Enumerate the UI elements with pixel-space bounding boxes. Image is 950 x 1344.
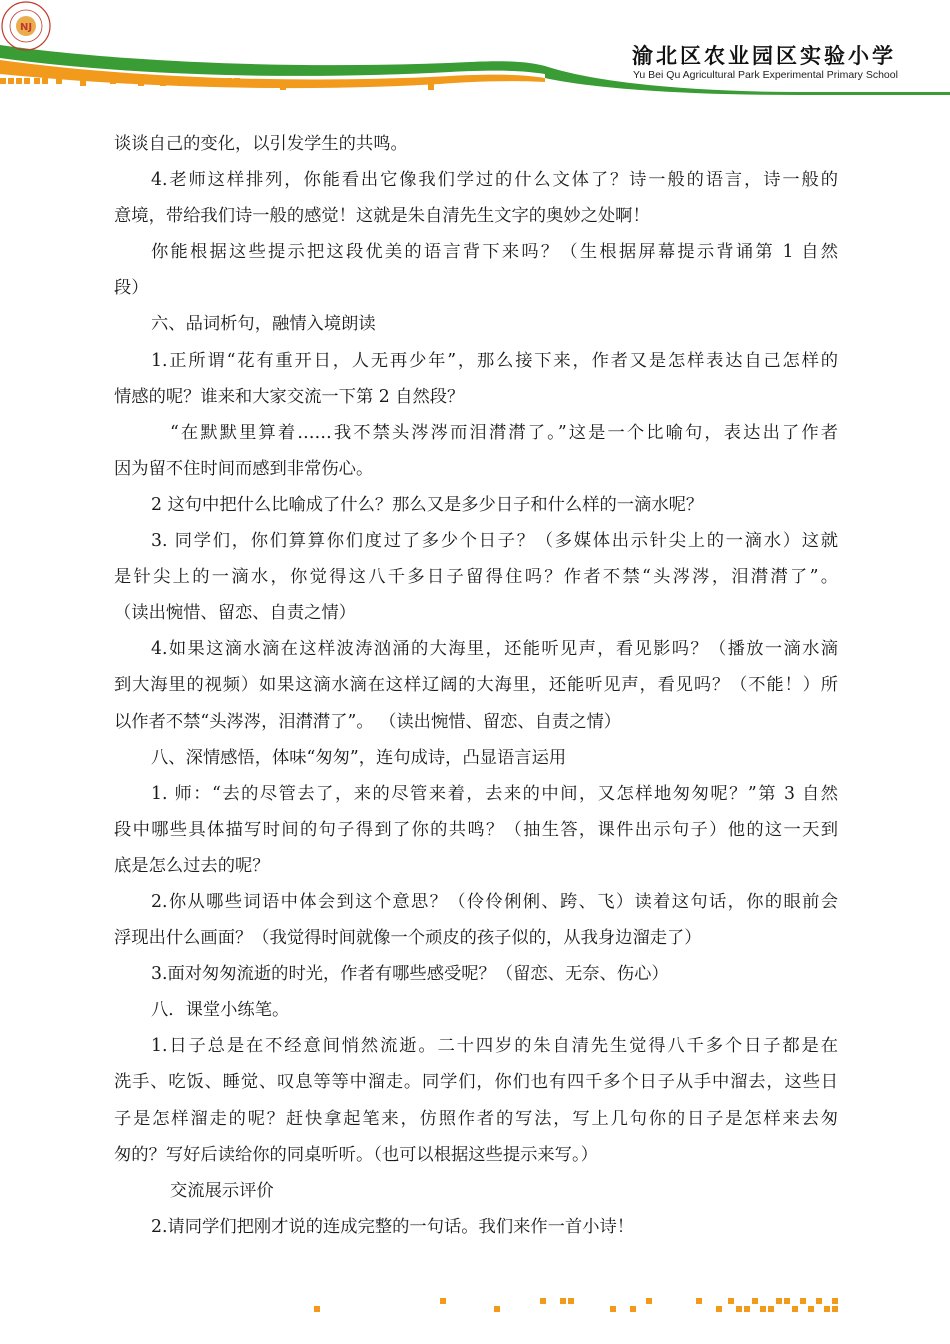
text-line: 是针尖上的一滴水，你觉得这八千多日子留得住吗？作者不禁“头涔涔，泪潸潸了”。 <box>114 567 838 588</box>
section-heading: 八、深情感悟，体味“匆匆”，连句成诗，凸显语言运用 <box>151 747 567 768</box>
page-header <box>0 0 950 100</box>
text-line: 1.正所谓“花有重开日，人无再少年”，那么接下来，作者又是怎样表达自己怎样的 <box>151 350 838 371</box>
text-line: 交流展示评价 <box>170 1180 274 1201</box>
text-line: 1.日子总是在不经意间悄然流逝。二十四岁的朱自清先生觉得八千多个日子都是在 <box>151 1036 838 1057</box>
school-seal-icon <box>0 0 52 52</box>
text-line: 2.你从哪些词语中体会到这个意思？（伶伶俐俐、跨、飞）读着这句话，你的眼前会 <box>151 891 838 912</box>
text-line: “在默默里算着……我不禁头涔涔而泪潸潸了。”这是一个比喻句，表达出了作者 <box>170 422 838 443</box>
text-line: 底是怎么过去的呢？ <box>114 855 270 876</box>
text-line: 段中哪些具体描写时间的句子得到了你的共鸣？（抽生答，课件出示句子）他的这一天到 <box>114 819 838 840</box>
text-line: 3. 同学们，你们算算你们度过了多少个日子？（多媒体出示针尖上的一滴水）这就 <box>151 531 838 552</box>
seal-mark: NJ <box>19 22 33 33</box>
text-line: 浮现出什么画面？（我觉得时间就像一个顽皮的孩子似的，从我身边溜走了） <box>114 928 702 949</box>
text-line: 2.请同学们把刚才说的连成完整的一句话。我们来作一首小诗！ <box>151 1216 635 1237</box>
section-heading: 八．课堂小练笔。 <box>151 1000 290 1021</box>
text-line: 谈谈自己的变化，以引发学生的共鸣。 <box>114 134 408 154</box>
section-heading: 六、品词析句，融情入境朗读 <box>151 314 376 335</box>
footer-decoration <box>0 1290 950 1320</box>
text-line: 你能根据这些提示把这段优美的语言背下来吗？（生根据屏幕提示背诵第 1 自然 <box>151 242 838 263</box>
text-line: （读出惋惜、留恋、自责之情） <box>114 603 356 624</box>
text-line: 4.如果这滴水滴在这样波涛汹涌的大海里，还能听见声，看见影吗？（播放一滴水滴 <box>151 639 838 660</box>
document-body <box>114 126 838 1245</box>
text-line: 2 这句中把什么比喻成了什么？那么又是多少日子和什么样的一滴水呢？ <box>151 494 704 515</box>
text-line: 以作者不禁“头涔涔，泪潸潸了”。 （读出惋惜、留恋、自责之情） <box>114 711 622 732</box>
text-line: 意境，带给我们诗一般的感觉！这就是朱自清先生文字的奥妙之处啊！ <box>114 206 650 227</box>
text-line: 4.老师这样排列，你能看出它像我们学过的什么文体了？诗一般的语言，诗一般的 <box>151 170 838 191</box>
text-line: 1. 师：“去的尽管去了，来的尽管来着，去来的中间，又怎样地匆匆呢？”第 3 自然 <box>151 783 838 804</box>
text-line: 到大海里的视频）如果这滴水滴在这样辽阔的大海里，还能听见声，看见吗？（不能！）所 <box>114 675 838 696</box>
text-line: 子是怎样溜走的呢？赶快拿起笔来，仿照作者的写法，写上几句你的日子是怎样来去匆 <box>114 1108 838 1129</box>
school-name-english: Yu Bei Qu Agricultural Park Experimental Primary School <box>633 69 898 81</box>
text-line: 洗手、吃饭、睡觉、叹息等等中溜走。同学们，你们也有四千多个日子从手中溜去，这些日 <box>114 1072 838 1093</box>
text-line: 段） <box>114 278 149 299</box>
text-line: 情感的呢？谁来和大家交流一下第 2 自然段？ <box>114 386 465 407</box>
text-line: 3.面对匆匆流逝的时光，作者有哪些感受呢？（留恋、无奈、伤心） <box>151 964 669 985</box>
text-line: 匆的？写好后读给你的同桌听听。（也可以根据这些提示来写。） <box>114 1144 598 1165</box>
school-name-chinese: 渝北区农业园区实验小学 <box>632 44 896 68</box>
text-line: 因为留不住时间而感到非常伤心。 <box>114 458 374 479</box>
